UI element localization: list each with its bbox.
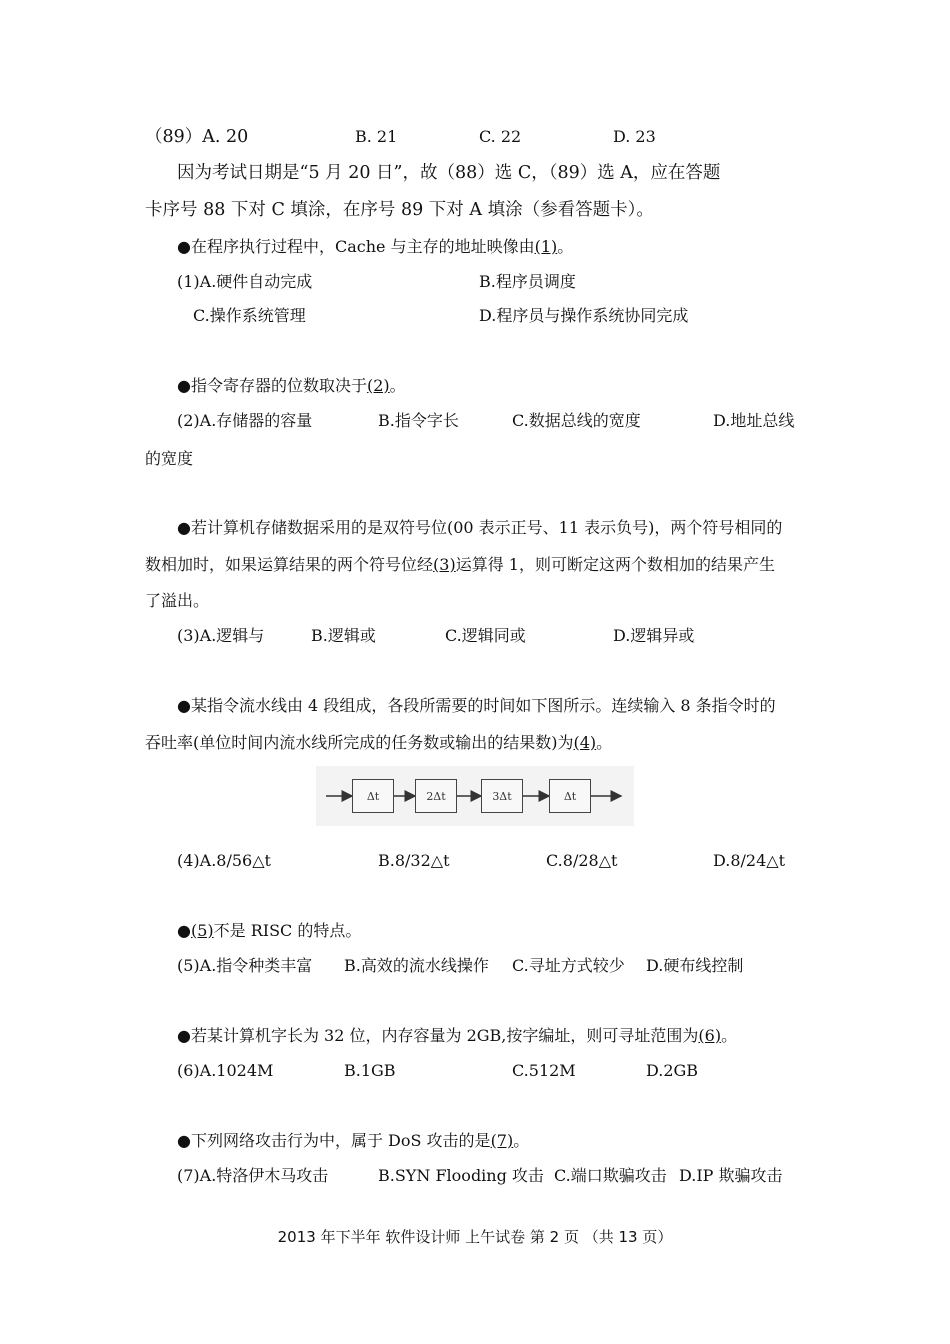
q4-option-b: B.8/32△t	[378, 851, 450, 870]
q89-option-b: B. 21	[355, 127, 398, 146]
q5-blank: (5)	[190, 921, 214, 940]
q4-option-a: (4)A.8/56△t	[177, 851, 271, 870]
q4-stem-end: 。	[596, 733, 613, 752]
q6-option-c: C.512M	[512, 1061, 576, 1080]
q3-stem-line-3: 了溢出。	[145, 591, 210, 610]
pipeline-stage-4: Δt	[549, 779, 591, 813]
q4-stem-line-1: ●某指令流水线由 4 段组成，各段所需要的时间如下图所示。连续输入 8 条指令时的	[177, 696, 776, 715]
q2-stem	[177, 376, 406, 396]
q3-stem-line-1: ●若计算机存储数据采用的是双符号位(00 表示正号、11 表示负号)，两个符号相同的	[177, 518, 783, 537]
q5-option-d: D.硬布线控制	[646, 956, 744, 975]
q6-stem-end: 。	[721, 1026, 738, 1045]
q2-blank: (2)	[366, 376, 390, 395]
q5-option-b: B.高效的流水线操作	[344, 956, 489, 975]
pipeline-stage-1: Δt	[352, 779, 394, 813]
q89-option-c: C. 22	[479, 127, 522, 146]
pipeline-diagram	[316, 766, 634, 826]
q6-option-d: D.2GB	[646, 1061, 699, 1080]
q2-option-d-continued: 的宽度	[145, 449, 194, 468]
q1-stem-end: 。	[557, 237, 574, 256]
q5-stem-text: 不是 RISC 的特点。	[213, 921, 362, 940]
q7-option-b: B.SYN Flooding 攻击	[378, 1166, 544, 1185]
q7-option-c: C.端口欺骗攻击	[554, 1166, 667, 1185]
q1-option-d: D.程序员与操作系统协同完成	[479, 306, 689, 325]
q1-blank: (1)	[534, 237, 558, 256]
q3-option-a: (3)A.逻辑与	[177, 626, 265, 645]
q7-stem-end: 。	[513, 1131, 530, 1150]
q7-option-a: (7)A.特洛伊木马攻击	[177, 1166, 329, 1185]
q1-stem	[177, 237, 573, 257]
q3-blank: (3)	[433, 555, 456, 574]
q1-option-c: C.操作系统管理	[193, 306, 306, 325]
q6-blank: (6)	[698, 1026, 722, 1045]
q2-option-b: B.指令字长	[378, 411, 459, 430]
q5-option-a: (5)A.指令种类丰富	[177, 956, 313, 975]
pipeline-stage-2: 2Δt	[415, 779, 457, 813]
q2-option-d: D.地址总线	[713, 411, 795, 430]
q5-bullet: ●	[177, 921, 191, 940]
q7-blank: (7)	[490, 1131, 514, 1150]
q5-option-c: C.寻址方式较少	[512, 956, 625, 975]
q4-option-c: C.8/28△t	[546, 851, 618, 870]
q7-option-d: D.IP 欺骗攻击	[679, 1166, 783, 1185]
q6-stem-text: ●若某计算机字长为 32 位，内存容量为 2GB,按字编址，则可寻址范围为	[177, 1026, 699, 1045]
q6-option-a: (6)A.1024M	[177, 1061, 274, 1080]
q3-stem-text: 数相加时，如果运算结果的两个符号位经	[145, 555, 434, 574]
q7-stem	[177, 1131, 529, 1151]
q6-option-b: B.1GB	[344, 1061, 396, 1080]
q3-stem-line-2	[145, 555, 775, 575]
q3-option-d: D.逻辑异或	[613, 626, 695, 645]
q4-stem-text: 吞吐率(单位时间内流水线所完成的任务数或输出的结果数)为	[145, 733, 574, 752]
q6-stem	[177, 1026, 737, 1046]
intro-line-1: 因为考试日期是“5 月 20 日”，故（88）选 C，（89）选 A，应在答题	[177, 163, 721, 183]
q4-blank: (4)	[573, 733, 597, 752]
q5-stem	[177, 921, 361, 941]
q89-option-a: （89）A. 20	[145, 127, 249, 147]
q7-stem-text: ●下列网络攻击行为中，属于 DoS 攻击的是	[177, 1131, 491, 1150]
pipeline-stage-3: 3Δt	[481, 779, 523, 813]
q3-stem-end: 运算得 1，则可断定这两个数相加的结果产生	[455, 555, 775, 574]
page-footer: 2013 年下半年 软件设计师 上午试卷 第 2 页 （共 13 页）	[277, 1228, 673, 1246]
q2-stem-end: 。	[389, 376, 406, 395]
q3-option-b: B.逻辑或	[311, 626, 376, 645]
q4-stem-line-2	[145, 733, 612, 753]
q1-stem-text: ●在程序执行过程中，Cache 与主存的地址映像由	[177, 237, 535, 256]
q3-option-c: C.逻辑同或	[445, 626, 526, 645]
q1-option-b: B.程序员调度	[479, 272, 576, 291]
q2-stem-text: ●指令寄存器的位数取决于	[177, 376, 367, 395]
intro-line-2: 卡序号 88 下对 C 填涂，在序号 89 下对 A 填涂（参看答题卡）。	[145, 200, 654, 220]
q2-option-c: C.数据总线的宽度	[512, 411, 641, 430]
q4-option-d: D.8/24△t	[713, 851, 786, 870]
q2-option-a: (2)A.存储器的容量	[177, 411, 313, 430]
q1-option-a: (1)A.硬件自动完成	[177, 272, 313, 291]
q89-option-d: D. 23	[613, 127, 656, 146]
